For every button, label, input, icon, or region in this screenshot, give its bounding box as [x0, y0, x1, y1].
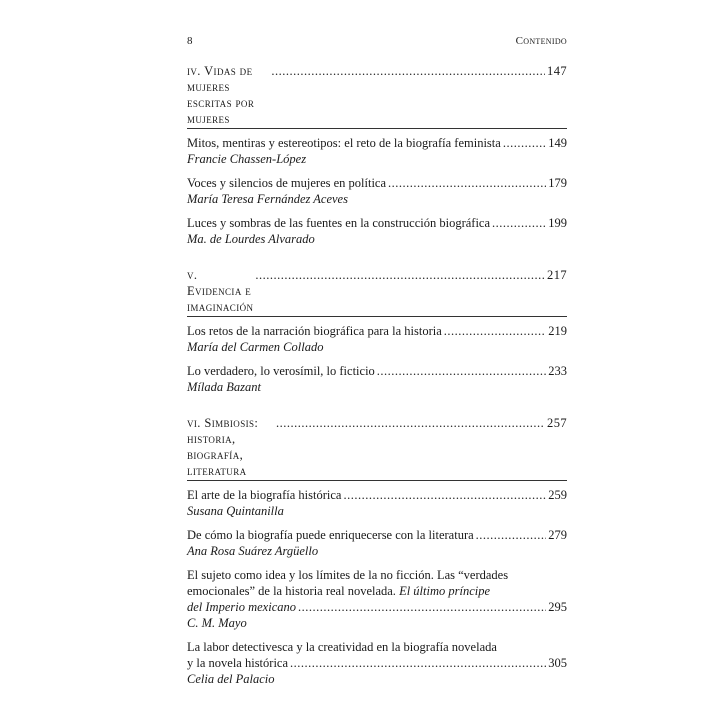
- entry-page: 305: [548, 656, 567, 670]
- toc-entry[interactable]: [187, 567, 567, 631]
- table-of-contents: [187, 63, 567, 707]
- dot-leader: [276, 415, 545, 431]
- toc-entry[interactable]: [187, 363, 567, 395]
- entry-page: 179: [548, 176, 567, 190]
- entry-author: María del Carmen Collado: [187, 340, 324, 354]
- entry-page: 233: [548, 364, 567, 378]
- toc-entry[interactable]: [187, 135, 567, 167]
- section-title: vi. Simbiosis: historia, biografía, literatura: [187, 416, 259, 478]
- entry-page: 219: [548, 324, 567, 338]
- entry-title: Mitos, mentiras y estereotipos: el reto de la biografía feminista: [187, 136, 501, 150]
- dot-leader: [255, 267, 545, 283]
- entry-title-line-2: [187, 583, 567, 599]
- dot-leader: [503, 135, 546, 151]
- entry-author: Ana Rosa Suárez Argüello: [187, 544, 319, 558]
- entry-title: Voces y silencios de mujeres en política: [187, 176, 387, 190]
- dot-leader: [290, 655, 546, 671]
- dot-leader: [298, 599, 546, 615]
- entry-title: El arte de la biografía histórica: [187, 488, 342, 502]
- entry-title-line-3: del Imperio mexicano: [187, 600, 296, 614]
- dot-leader: [271, 63, 545, 79]
- entry-author: Mílada Bazant: [187, 380, 261, 394]
- entry-title: De cómo la biografía puede enriquecerse con la literatura: [187, 528, 474, 542]
- entry-title-line-2: y la novela histórica: [187, 656, 289, 670]
- section-page: 257: [547, 416, 567, 430]
- section-title: iv. Vidas de mujeres escritas por mujeres: [187, 64, 255, 126]
- entry-title: Luces y sombras de las fuentes en la construcción biográfica: [187, 216, 491, 230]
- entry-title: Lo verdadero, lo verosímil, lo ficticio: [187, 364, 375, 378]
- dot-leader: [492, 215, 546, 231]
- entry-page: 149: [548, 136, 567, 150]
- entry-title-line-1: El sujeto como idea y los límites de la no ficción. Las “verdades: [187, 568, 509, 582]
- toc-entry[interactable]: [187, 175, 567, 207]
- toc-entry[interactable]: [187, 639, 567, 687]
- toc-entry[interactable]: [187, 215, 567, 247]
- entry-author: Francie Chassen-López: [187, 152, 307, 166]
- dot-leader: [476, 527, 547, 543]
- section-page: 217: [547, 268, 567, 282]
- entry-author: María Teresa Fernández Aceves: [187, 192, 348, 206]
- entry-page: 295: [548, 600, 567, 614]
- toc-section-v: [187, 267, 567, 395]
- entry-title-line-2-plain: emocionales” de la historia real novelada.: [187, 584, 396, 598]
- section-heading[interactable]: [187, 415, 567, 481]
- entry-author: Ma. de Lourdes Alvarado: [187, 232, 315, 246]
- entry-title-line-1: La labor detectivesca y la creatividad en la biografía novelada: [187, 640, 497, 654]
- section-heading[interactable]: [187, 63, 567, 129]
- entry-title-line-2-italic: El último príncipe: [399, 584, 491, 598]
- section-title: v. Evidencia e imaginación: [187, 268, 254, 314]
- toc-entry[interactable]: [187, 323, 567, 355]
- entry-title: Los retos de la narración biográfica para la historia: [187, 324, 442, 338]
- entry-author: C. M. Mayo: [187, 616, 247, 630]
- entry-page: 279: [548, 528, 567, 542]
- toc-section-iv: [187, 63, 567, 247]
- entry-author: Celia del Palacio: [187, 672, 275, 686]
- running-section-title: Contenido: [515, 35, 567, 47]
- section-page: 147: [547, 64, 567, 78]
- entry-page: 199: [548, 216, 567, 230]
- page-number: 8: [187, 35, 193, 47]
- dot-leader: [343, 487, 546, 503]
- entry-page: 259: [548, 488, 567, 502]
- toc-entry[interactable]: [187, 527, 567, 559]
- section-heading[interactable]: [187, 267, 567, 317]
- dot-leader: [444, 323, 547, 339]
- entry-author: Susana Quintanilla: [187, 504, 284, 518]
- dot-leader: [388, 175, 546, 191]
- dot-leader: [377, 363, 546, 379]
- toc-section-vi: [187, 415, 567, 687]
- toc-entry[interactable]: [187, 487, 567, 519]
